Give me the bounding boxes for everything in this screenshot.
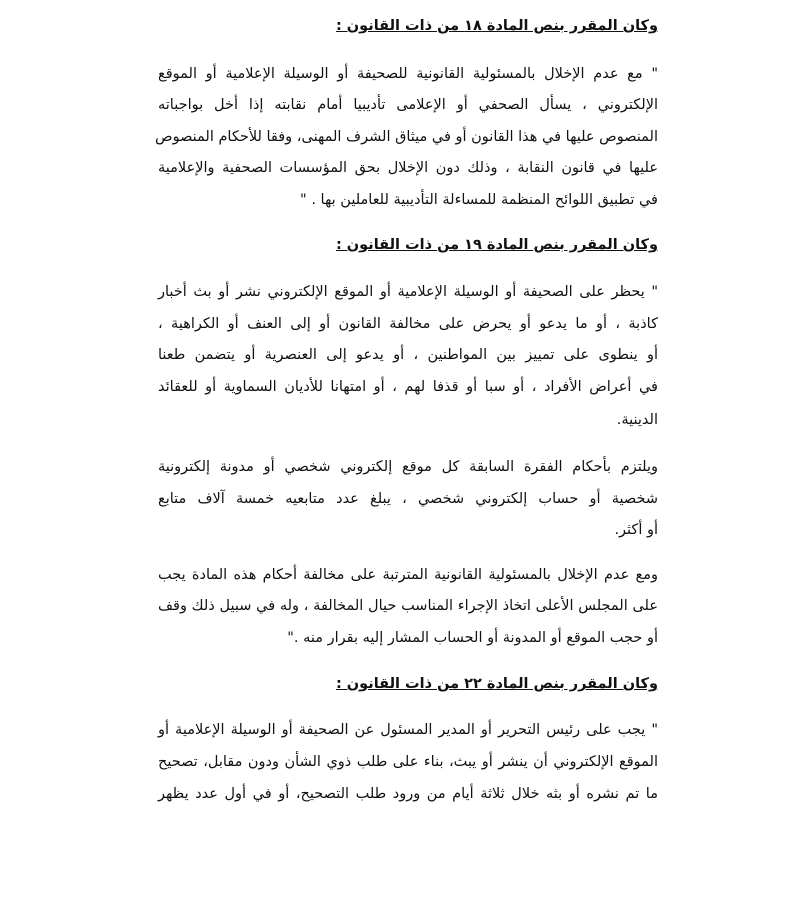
text-line: الإلكتروني ، يسأل الصحفي أو الإعلامى تأديبيا أمام نقابته إذا أخل بواجباته — [158, 97, 658, 113]
text-line: أو حجب الموقع أو المدونة أو الحساب المشار إليه بقرار منه ." — [287, 630, 658, 646]
text-line: أو ينطوى على تمييز بين المواطنين ، أو يدعو إلى العنصرية أو يتضمن طعنا — [158, 347, 658, 363]
text-line: ومع عدم الإخلال بالمسئولية القانونية المترتبة على مخالفة أحكام هذه المادة يجب — [158, 567, 658, 583]
text-line: عليها في قانون النقابة ، وذلك دون الإخلال بحق المؤسسات الصحفية والإعلامية — [158, 160, 658, 176]
text-line: ويلتزم بأحكام الفقرة السابقة كل موقع إلكتروني شخصي أو مدونة إلكترونية — [158, 459, 658, 475]
section-heading-article-18: وكان المقرر بنص المادة ١٨ من ذات القانون : — [335, 18, 658, 34]
section-heading-article-19: وكان المقرر بنص المادة ١٩ من ذات القانون : — [335, 237, 658, 253]
text-line: " يحظر على الصحيفة أو الوسيلة الإعلامية أو الموقع الإلكتروني نشر أو بث أخبار — [158, 284, 658, 300]
text-line: كاذبة ، أو ما يدعو أو يحرض على مخالفة القانون أو إلى العنف أو الكراهية ، — [158, 316, 658, 332]
text-line: " مع عدم الإخلال بالمسئولية القانونية للصحيفة أو الوسيلة الإعلامية أو الموقع — [158, 66, 658, 82]
text-line: " يجب على رئيس التحرير أو المدير المسئول عن الصحيفة أو الوسيلة الإعلامية أو — [158, 722, 658, 738]
text-line: الموقع الإلكتروني أن ينشر أو يبث، بناء على طلب ذوي الشأن ودون مقابل، تصحيح — [158, 754, 658, 770]
section-heading-article-22: وكان المقرر بنص المادة ٢٢ من ذات القانون : — [335, 676, 658, 692]
text-line: في تطبيق اللوائح المنظمة للمساءلة التأديبية للعاملين بها . " — [300, 192, 658, 208]
text-line: على المجلس الأعلى اتخاذ الإجراء المناسب حيال المخالفة ، وله في سبيل ذلك وقف — [158, 598, 658, 614]
text-line: شخصية أو حساب إلكتروني شخصي ، يبلغ عدد متابعيه خمسة آلاف متابع — [158, 491, 658, 507]
text-line: أو أكثر. — [614, 522, 658, 538]
text-line: في أعراض الأفراد ، أو سبا أو قذفا لهم ، أو امتهانا للأديان السماوية أو للعقائد — [158, 379, 658, 395]
text-line: الدينية. — [616, 412, 658, 428]
text-line: ما تم نشره أو بثه خلال ثلاثة أيام من ورود طلب التصحيح، أو في أول عدد يظهر — [158, 786, 658, 802]
text-line: المنصوص عليها في هذا القانون أو في ميثاق الشرف المهنى، وفقا للأحكام المنصوص — [155, 129, 658, 145]
